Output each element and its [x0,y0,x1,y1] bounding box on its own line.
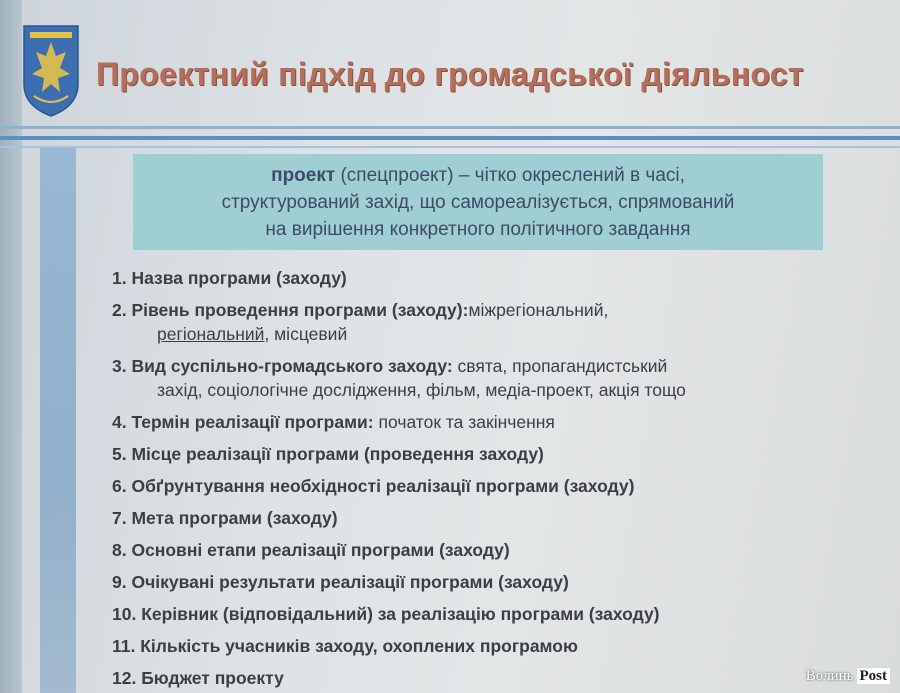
definition-box [133,154,823,250]
list-item [112,266,812,290]
list-item-label: 8. Основні етапи реалізації програми (заходу) [112,540,510,560]
title-divider-thin [0,126,900,129]
list-item-label: 7. Мета програми (заходу) [112,508,338,528]
underlined-word: регіональний [157,324,265,344]
definition-line-2: структурований захід, що самореалізується, спрямований [221,192,735,213]
list-item [112,634,812,658]
list-item [112,602,812,626]
list-item-label: 2. Рівень проведення програми (заходу): [112,300,469,320]
list-item-label: 9. Очікувані результати реалізації програми (заходу) [112,572,569,592]
list-item-label: 12. Бюджет проекту [112,668,284,688]
list-item-label: 10. Керівник (відповідальний) за реалізацію програми (заходу) [112,604,660,624]
list-item-label: 4. Термін реалізації програми: [112,412,374,432]
list-item [112,666,812,690]
definition-term: проект [271,165,336,186]
list-item-continuation: захід, соціологічне дослідження, фільм, медіа-проект, акція тощо [157,380,686,400]
coat-of-arms-icon [20,22,82,118]
slide-title: Проектний підхід до громадської діяльност [96,56,804,92]
list-item-label: 11. Кількість учасників заходу, охоплених програмою [112,636,578,656]
list-item-text: свята, пропагандистський [452,356,668,376]
watermark-suffix: Post [857,668,891,684]
list-item-continuation [112,322,812,346]
definition-line-1 [143,162,813,189]
list-item [112,506,812,530]
list-item-text: початок та закінчення [373,412,555,432]
list-item [112,442,812,466]
list-item [112,410,812,434]
title-divider-thick [0,136,900,140]
list-item [112,354,812,402]
definition-line-1-text: (спецпроект) – чітко окреслений в часі, [335,165,685,186]
list-item-continuation-text: , місцевий [264,324,348,344]
list-item-label: 1. Назва програми (заходу) [112,268,347,288]
left-decor-band [40,148,76,693]
list-item [112,570,812,594]
title-divider-light [0,146,900,148]
watermark-brand: Волинь [805,668,854,684]
list-item-label: 5. Місце реалізації програми (проведення заходу) [112,444,544,464]
list-item-label: 6. Обґрунтування необхідності реалізації програми (заходу) [112,476,635,496]
list-item-text: міжрегіональний, [468,300,609,320]
volyn-post-watermark [806,668,890,685]
definition-line-3: на вирішення конкретного політичного завдання [265,219,691,240]
left-edge-stripe [0,0,22,693]
project-components-list [112,266,812,693]
list-item-label: 3. Вид суспільно-громадського заходу: [112,356,453,376]
list-item [112,474,812,498]
list-item [112,298,812,346]
list-item [112,538,812,562]
